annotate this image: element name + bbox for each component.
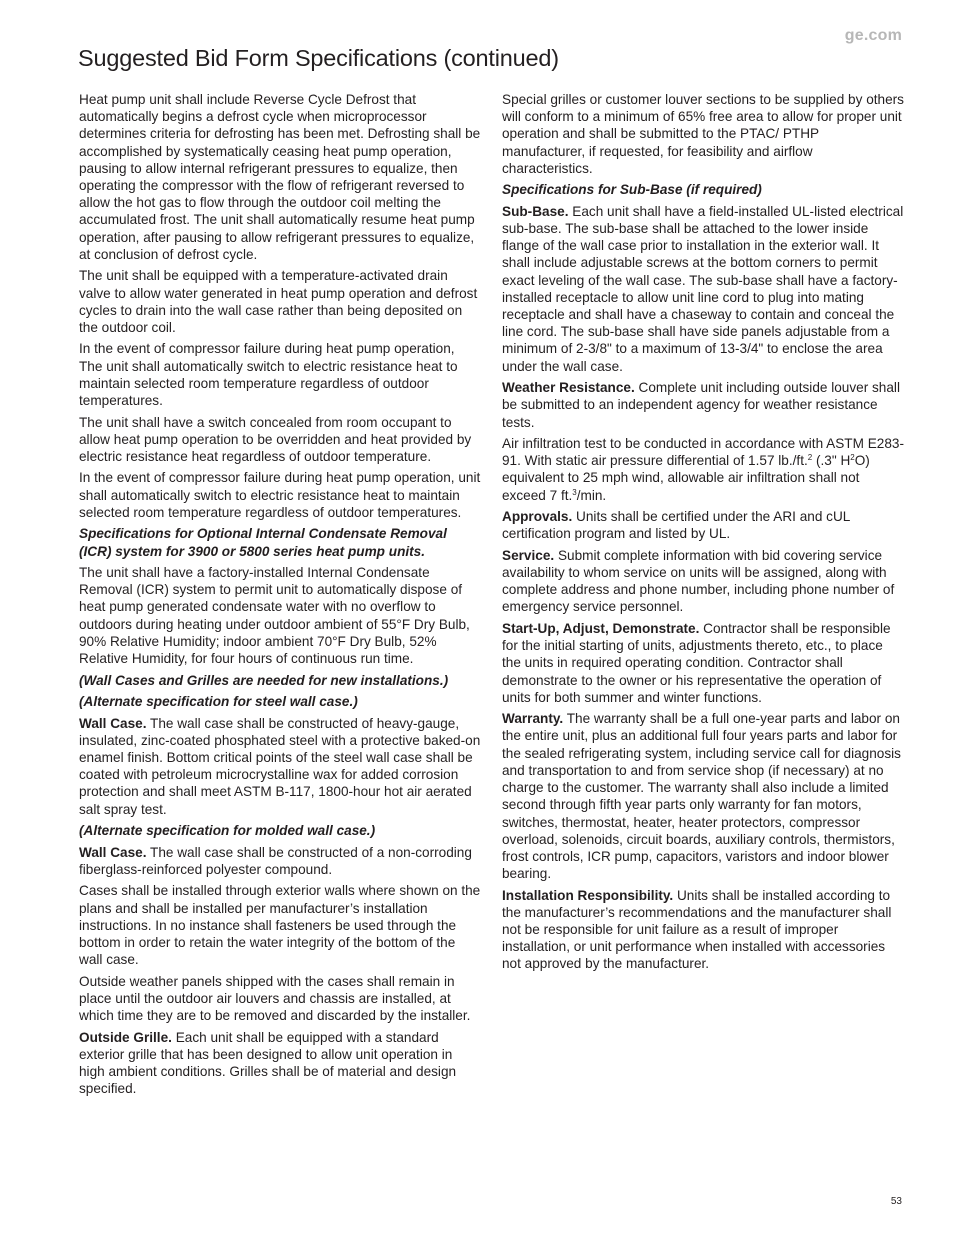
approvals-lead: Approvals. <box>502 509 573 525</box>
start-up-lead: Start-Up, Adjust, Demonstrate. <box>502 620 700 636</box>
steel-wall-case-subheading: (Alternate specification for steel wall case.) <box>79 694 358 710</box>
sub-base-paragraph <box>502 203 904 375</box>
drain-valve-paragraph: The unit shall be equipped with a temperature-activated drain valve to allow water generated in heat pump operation and defrost cycles to drain into the wall case rather than being deposited on the outdoor coil. <box>79 268 478 335</box>
start-up-text: Contractor shall be responsible for the initial starting of units, adjustments thereto, etc., to place the units in required operating condition. Contractor shall demonstrate to the owner or his representative the operation of units for both summer and winter functions. <box>502 620 891 705</box>
water-formula-subscript: 2 <box>850 453 855 463</box>
steel-wall-case-text: The wall case shall be constructed of heavy-gauge, insulated, zinc-coated phosphated steel with a protective baked-on enamel finish. Bottom critical points of the steel wall case shall be coated with petroleum microcrystalline wax for added corrosion protection and shall meet ASTM B-117, 1800-hour hot air aerated salt spray test. <box>79 715 481 817</box>
installation-responsibility-lead: Installation Responsibility. <box>502 887 674 903</box>
compressor-failure-paragraph: In the event of compressor failure during heat pump operation, The unit shall automatically switch to electric resistance heat to maintain selected room temperature regardless of outdoor temperatures. <box>79 341 458 409</box>
service-lead: Service. <box>502 547 555 563</box>
outside-grille-paragraph <box>79 1029 481 1098</box>
weather-panels-paragraph: Outside weather panels shipped with the cases shall remain in place until the outdoor air louvers and chassis are installed, at which time they are to be removed and discarded by the installer. <box>79 973 471 1024</box>
weather-resistance-paragraph <box>502 379 904 431</box>
air-infiltration-text-a: Air infiltration test to be conducted in accordance with ASTM E283-91. With static air pressure differential of 1.57 lb./ft. <box>502 436 904 469</box>
override-switch-paragraph: The unit shall have a switch concealed from room occupant to allow heat pump operation to be overridden and heat provided by electric resistance heat regardless of outdoor temperature. <box>79 414 472 464</box>
approvals-text: Units shall be certified under the ARI and cUL certification program and listed by UL. <box>502 509 850 542</box>
warranty-paragraph <box>502 710 904 882</box>
weather-resistance-text: Complete unit including outside louver shall be submitted to an independent agency for weather resistance tests. <box>502 380 900 430</box>
wall-case-lead-2: Wall Case. <box>79 844 147 860</box>
warranty-text: The warranty shall be a full one-year parts and labor on the entire unit, plus an additional full four years parts and labor for the sealed refrigerating system, including service call for diagnosis and transportation to and from service shop (if necessary) at no charge to the customer. The warranty shall also include a limited second through fifth year parts only warranty for fan motors, switches, thermostat, heater, heater protectors, compressor overload, solenoids, circuit boards, auxiliary controls, thermistors, frost controls, ICR pump, capacitors, varistors and indoor blower bearing. <box>502 711 901 882</box>
installation-responsibility-paragraph <box>502 887 904 973</box>
weather-resistance-lead: Weather Resistance. <box>502 380 635 396</box>
air-infiltration-paragraph <box>502 435 904 504</box>
warranty-lead: Warranty. <box>502 711 564 727</box>
outside-grille-lead: Outside Grille. <box>79 1029 172 1045</box>
wall-cases-subheading: (Wall Cases and Grilles are needed for new installations.) <box>79 672 449 688</box>
molded-wall-case-paragraph <box>79 844 481 878</box>
right-column <box>502 91 904 977</box>
molded-wall-case-subheading: (Alternate specification for molded wall case.) <box>79 823 376 839</box>
sub-base-lead: Sub-Base. <box>502 203 569 219</box>
defrost-paragraph: Heat pump unit shall include Reverse Cycle Defrost that automatically begins a defrost cycle when microprocessor determines criteria for defrosting has been met. Defrosting shall be accomplished by systematically ceasing heat pump operation, pausing to allow internal refrigerant pressures to equalize, then operating the compressor with the flow of refrigerant reversed to allow the hot gas to flow through the outdoor coil melting the accumulated frost. The unit shall automatically resume heat pump operation, after pausing to allow refrigerant pressures to equalize, at conclusion of defrost cycle. <box>79 92 481 262</box>
start-up-paragraph <box>502 620 904 706</box>
service-text: Submit complete information with bid covering service availability to whom service on units will be assigned, along with complete address and phone number, including phone number of emergency service personnel. <box>502 547 895 615</box>
compressor-failure-paragraph-2: In the event of compressor failure during heat pump operation, unit shall automatically switch to electric resistance heat to maintain selected room temperature regardless of outdoor temperatures. <box>79 470 481 520</box>
page-number: 53 <box>890 1196 902 1207</box>
air-infiltration-text-d: /min. <box>576 487 607 503</box>
molded-wall-case-text: The wall case shall be constructed of a non-corroding fiberglass-reinforced polyester compound. <box>79 844 472 877</box>
air-infiltration-text-c: O) equivalent to 25 mph wind, allowable air infiltration shall not exceed 7 ft. <box>502 453 870 503</box>
squared-superscript: 2 <box>807 453 813 463</box>
sub-base-text: Each unit shall have a field-installed UL-listed electrical sub-base. The sub-base shall be attached to the lower inside flange of the wall case prior to installation in the exterior wall. It shall include adjustable screws at the bottom corners to permit exact leveling of the wall case. The sub-base shall have a factory-installed receptacle to allow unit line cord to plug into mating receptacle and shall have a chaseway to contain and conceal the line cord. The sub-base shall have side panels adjustable from a minimum of 2-3/8" to a maximum of 13-3/4" to enclose the area under the wall case. <box>502 203 904 374</box>
approvals-paragraph <box>502 508 904 542</box>
website-url: ge.com <box>844 27 902 44</box>
icr-subheading: Specifications for Optional Internal Condensate Removal (ICR) system for 3900 or 5800 series heat pump units. <box>79 526 447 559</box>
air-infiltration-text-b: (.3" H <box>812 453 851 469</box>
left-column <box>79 91 481 1102</box>
case-installation-paragraph: Cases shall be installed through exterior walls where shown on the plans and shall be installed per manufacturer’s installation instructions. In no instance shall fasteners be used through the bottom in order to retain the water integrity of the bottom of the wall case. <box>79 883 481 968</box>
page-title: Suggested Bid Form Specifications (continued) <box>78 45 559 71</box>
installation-responsibility-text: Units shall be installed according to the manufacturer’s recommendations and the manufacturer shall not be responsible for unit failure as a result of improper installation, or unit performance when installed with accessories not approved by the manufacturer. <box>502 887 892 972</box>
special-grilles-paragraph: Special grilles or customer louver sections to be supplied by others will conform to a minimum of 65% free area to allow for proper unit operation and shall be submitted to the PTAC/ PTHP manufacturer, if requested, for feasibility and airflow characteristics. <box>502 92 904 176</box>
wall-case-lead: Wall Case. <box>79 715 147 731</box>
service-paragraph <box>502 547 904 616</box>
steel-wall-case-paragraph <box>79 715 481 818</box>
icr-paragraph: The unit shall have a factory-installed Internal Condensate Removal (ICR) system to permit unit to automatically dispose of heat pump generated condensate water with no overflow to outdoors during heating under outdoor ambient of 55°F Dry Bulb, 90% Relative Humidity; indoor ambient 70°F Dry Bulb, 52% Relative Humidity, for four hours of continuous run time. <box>79 565 470 667</box>
cubed-superscript: 3 <box>572 487 577 497</box>
sub-base-subheading: Specifications for Sub-Base (if required) <box>502 182 762 198</box>
outside-grille-text: Each unit shall be equipped with a standard exterior grille that has been designed to allow unit operation in high ambient conditions. Grilles shall be of material and design specified. <box>79 1029 457 1097</box>
